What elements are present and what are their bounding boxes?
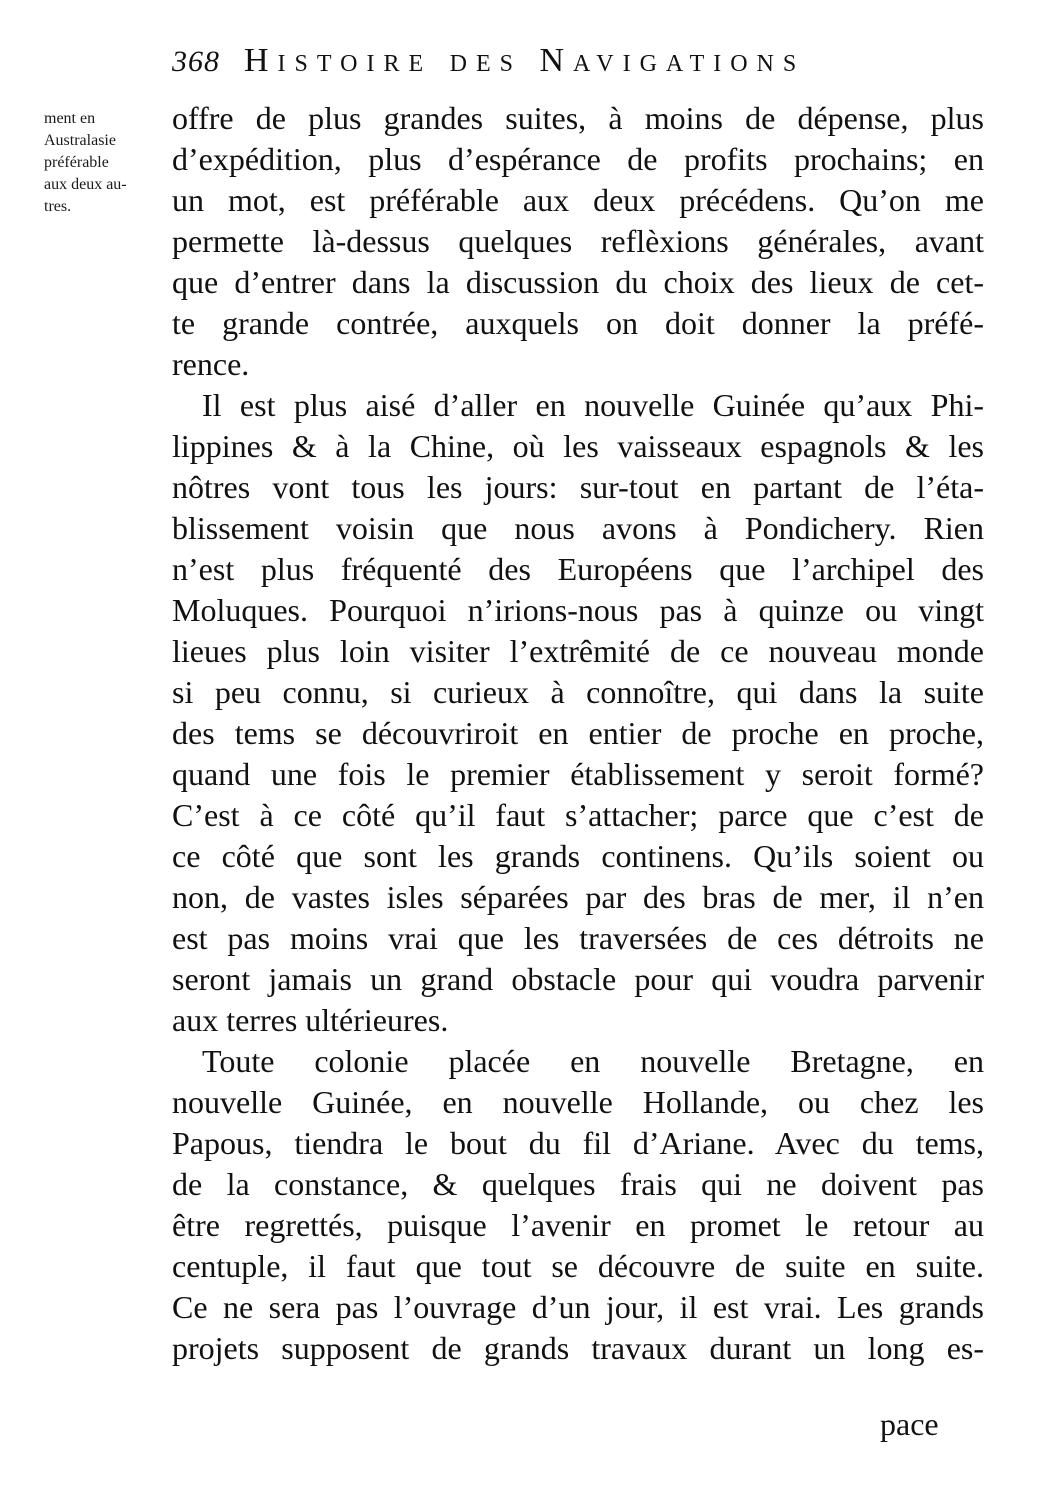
text-line: permette là-dessus quelques reflèxions générales, avant	[172, 223, 984, 259]
text-line: lieues plus loin visiter l’extrêmité de ce nouveau monde	[172, 633, 984, 669]
text-line: des tems se découvriroit en entier de proche en proche,	[172, 715, 984, 751]
text-line: Ce ne sera pas l’ouvrage d’un jour, il est vrai. Les grands	[172, 1289, 984, 1325]
text-line: rence.	[172, 346, 250, 382]
text-line: quand une fois le premier établissement y seroit formé?	[172, 756, 984, 792]
margin-note	[44, 108, 160, 218]
text-line: n’est plus fréquenté des Européens que l’archipel des	[172, 551, 984, 587]
text-line: projets supposent de grands travaux durant un long es-	[172, 1330, 984, 1366]
text-line: nôtres vont tous les jours: sur-tout en partant de l’éta-	[172, 469, 984, 505]
margin-note-line: tres.	[44, 198, 72, 215]
text-line: blissement voisin que nous avons à Pondichery. Rien	[172, 510, 984, 546]
text-line: nouvelle Guinée, en nouvelle Hollande, ou chez les	[172, 1084, 984, 1120]
text-line: Papous, tiendra le bout du fil d’Ariane. Avec du tems,	[172, 1125, 984, 1161]
text-line: Il est plus aisé d’aller en nouvelle Guinée qu’aux Phi-	[202, 387, 984, 423]
text-line: non, de vastes isles séparées par des bras de mer, il n’en	[172, 879, 984, 915]
text-line: Moluques. Pourquoi n’irions-nous pas à quinze ou vingt	[172, 592, 984, 628]
text-line: centuple, il faut que tout se découvre de suite en suite.	[172, 1248, 984, 1284]
text-line: lippines & à la Chine, où les vaisseaux espagnols & les	[172, 428, 984, 464]
text-line: d’expédition, plus d’espérance de profits prochains; en	[172, 141, 984, 177]
text-line: si peu connu, si curieux à connoître, qui dans la suite	[172, 674, 984, 710]
text-line: que d’entrer dans la discussion du choix des lieux de cet-	[172, 264, 984, 300]
text-line: de la constance, & quelques frais qui ne doivent pas	[172, 1166, 984, 1202]
margin-note-line: ment en	[44, 110, 96, 127]
running-title: Histoire des Navigations	[244, 42, 806, 79]
text-line: offre de plus grandes suites, à moins de dépense, plus	[172, 100, 984, 136]
text-line: aux terres ultérieures.	[172, 1002, 449, 1038]
text-line: être regrettés, puisque l’avenir en promet le retour au	[172, 1207, 984, 1243]
margin-note-line: Australasie	[44, 132, 116, 149]
margin-note-line: préférable	[44, 154, 109, 171]
text-line: est pas moins vrai que les traversées de ces détroits ne	[172, 920, 984, 956]
body-text	[172, 98, 984, 1369]
page-header	[172, 42, 912, 90]
text-line: ce côté que sont les grands continens. Qu’ils soient ou	[172, 838, 984, 874]
text-line: te grande contrée, auxquels on doit donner la préfé-	[172, 305, 984, 341]
margin-note-line: aux deux au-	[44, 176, 127, 193]
text-line: un mot, est préférable aux deux précédens. Qu’on me	[172, 182, 984, 218]
page-number: 368	[172, 45, 220, 78]
catchword: pace	[880, 1406, 939, 1442]
text-line: seront jamais un grand obstacle pour qui voudra parvenir	[172, 961, 984, 997]
text-line: C’est à ce côté qu’il faut s’attacher; parce que c’est de	[172, 797, 984, 833]
text-line: Toute colonie placée en nouvelle Bretagne, en	[202, 1043, 984, 1079]
